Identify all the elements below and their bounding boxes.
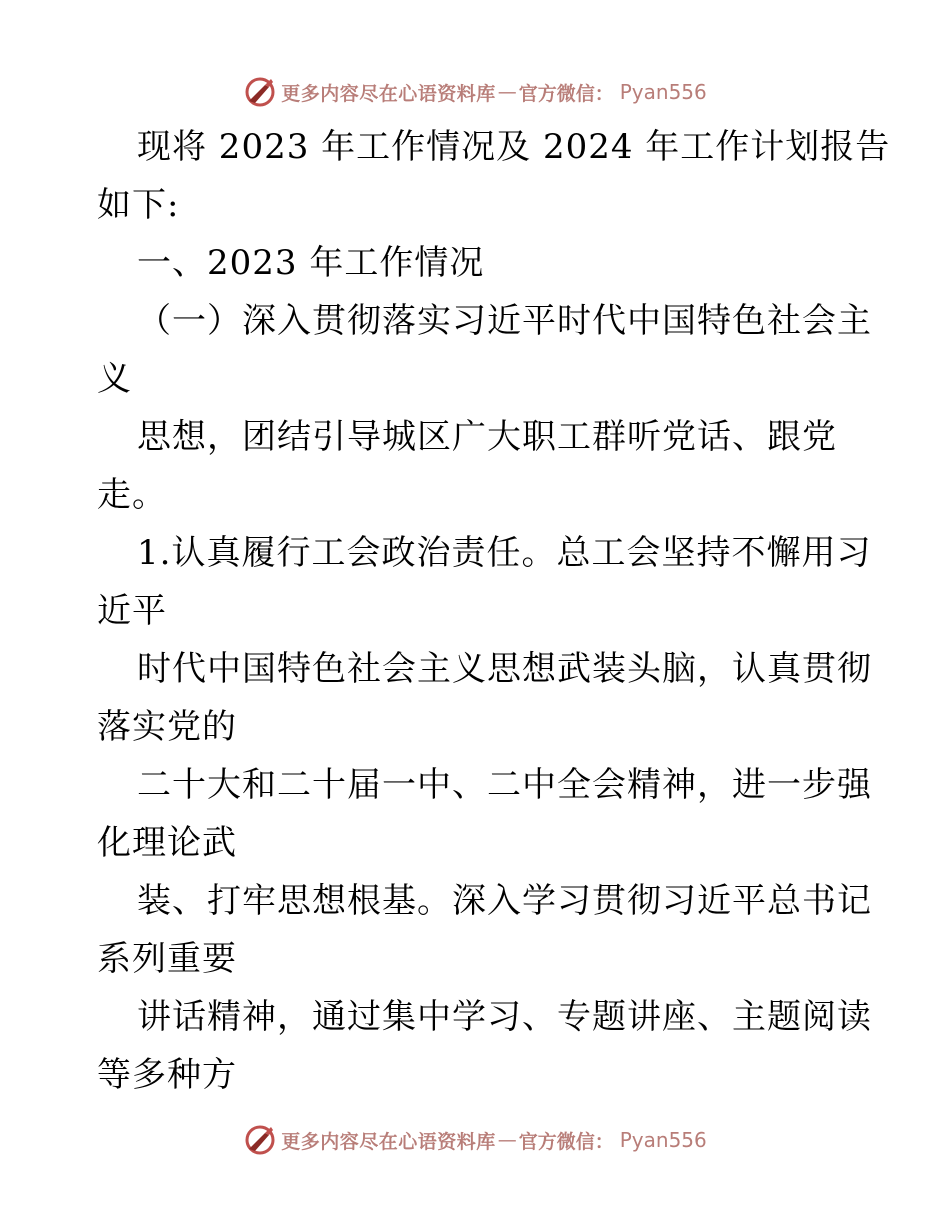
text-line: 讲话精神，通过集中学习、专题讲座、主题阅读 <box>137 997 872 1037</box>
text-line: 二十大和二十届一中、二中全会精神，进一步强 <box>137 765 872 805</box>
text-line: 化理论武 <box>97 823 237 863</box>
text-line: 一、2023 年工作情况 <box>137 243 485 283</box>
watermark-text: 更多内容尽在心语资料库 <box>281 1130 496 1153</box>
brush-logo-icon <box>243 75 277 109</box>
watermark-label: 官方微信： <box>518 1130 614 1153</box>
text-line: （一）深入贯彻落实习近平时代中国特色社会主 <box>137 301 872 341</box>
text-line: 思想，团结引导城区广大职工群听党话、跟党 <box>137 417 837 457</box>
watermark-separator: — <box>497 81 517 103</box>
text-line: 近平 <box>97 591 167 631</box>
text-line: 现将 2023 年工作情况及 2024 年工作计划报告 <box>137 127 891 167</box>
text-line: 如下: <box>97 185 180 225</box>
text-line: 系列重要 <box>97 939 237 979</box>
footer-watermark <box>0 1118 950 1162</box>
text-line: 落实党的 <box>97 707 237 747</box>
watermark-id: Pyan556 <box>619 1128 707 1152</box>
text-line: 义 <box>97 359 132 399</box>
text-line: 装、打牢思想根基。深入学习贯彻习近平总书记 <box>137 881 872 921</box>
text-line: 时代中国特色社会主义思想武装头脑，认真贯彻 <box>137 649 872 689</box>
text-line: 走。 <box>97 475 167 515</box>
watermark-id: Pyan556 <box>619 80 707 104</box>
watermark-separator: — <box>497 1129 517 1151</box>
brush-logo-icon <box>243 1123 277 1157</box>
watermark-text: 更多内容尽在心语资料库 <box>281 82 496 105</box>
watermark-label: 官方微信： <box>518 82 614 105</box>
document-body <box>97 118 891 1104</box>
text-line: 等多种方 <box>97 1055 237 1095</box>
text-line: 1.认真履行工会政治责任。总工会坚持不懈用习 <box>137 533 872 573</box>
header-watermark <box>0 70 950 114</box>
